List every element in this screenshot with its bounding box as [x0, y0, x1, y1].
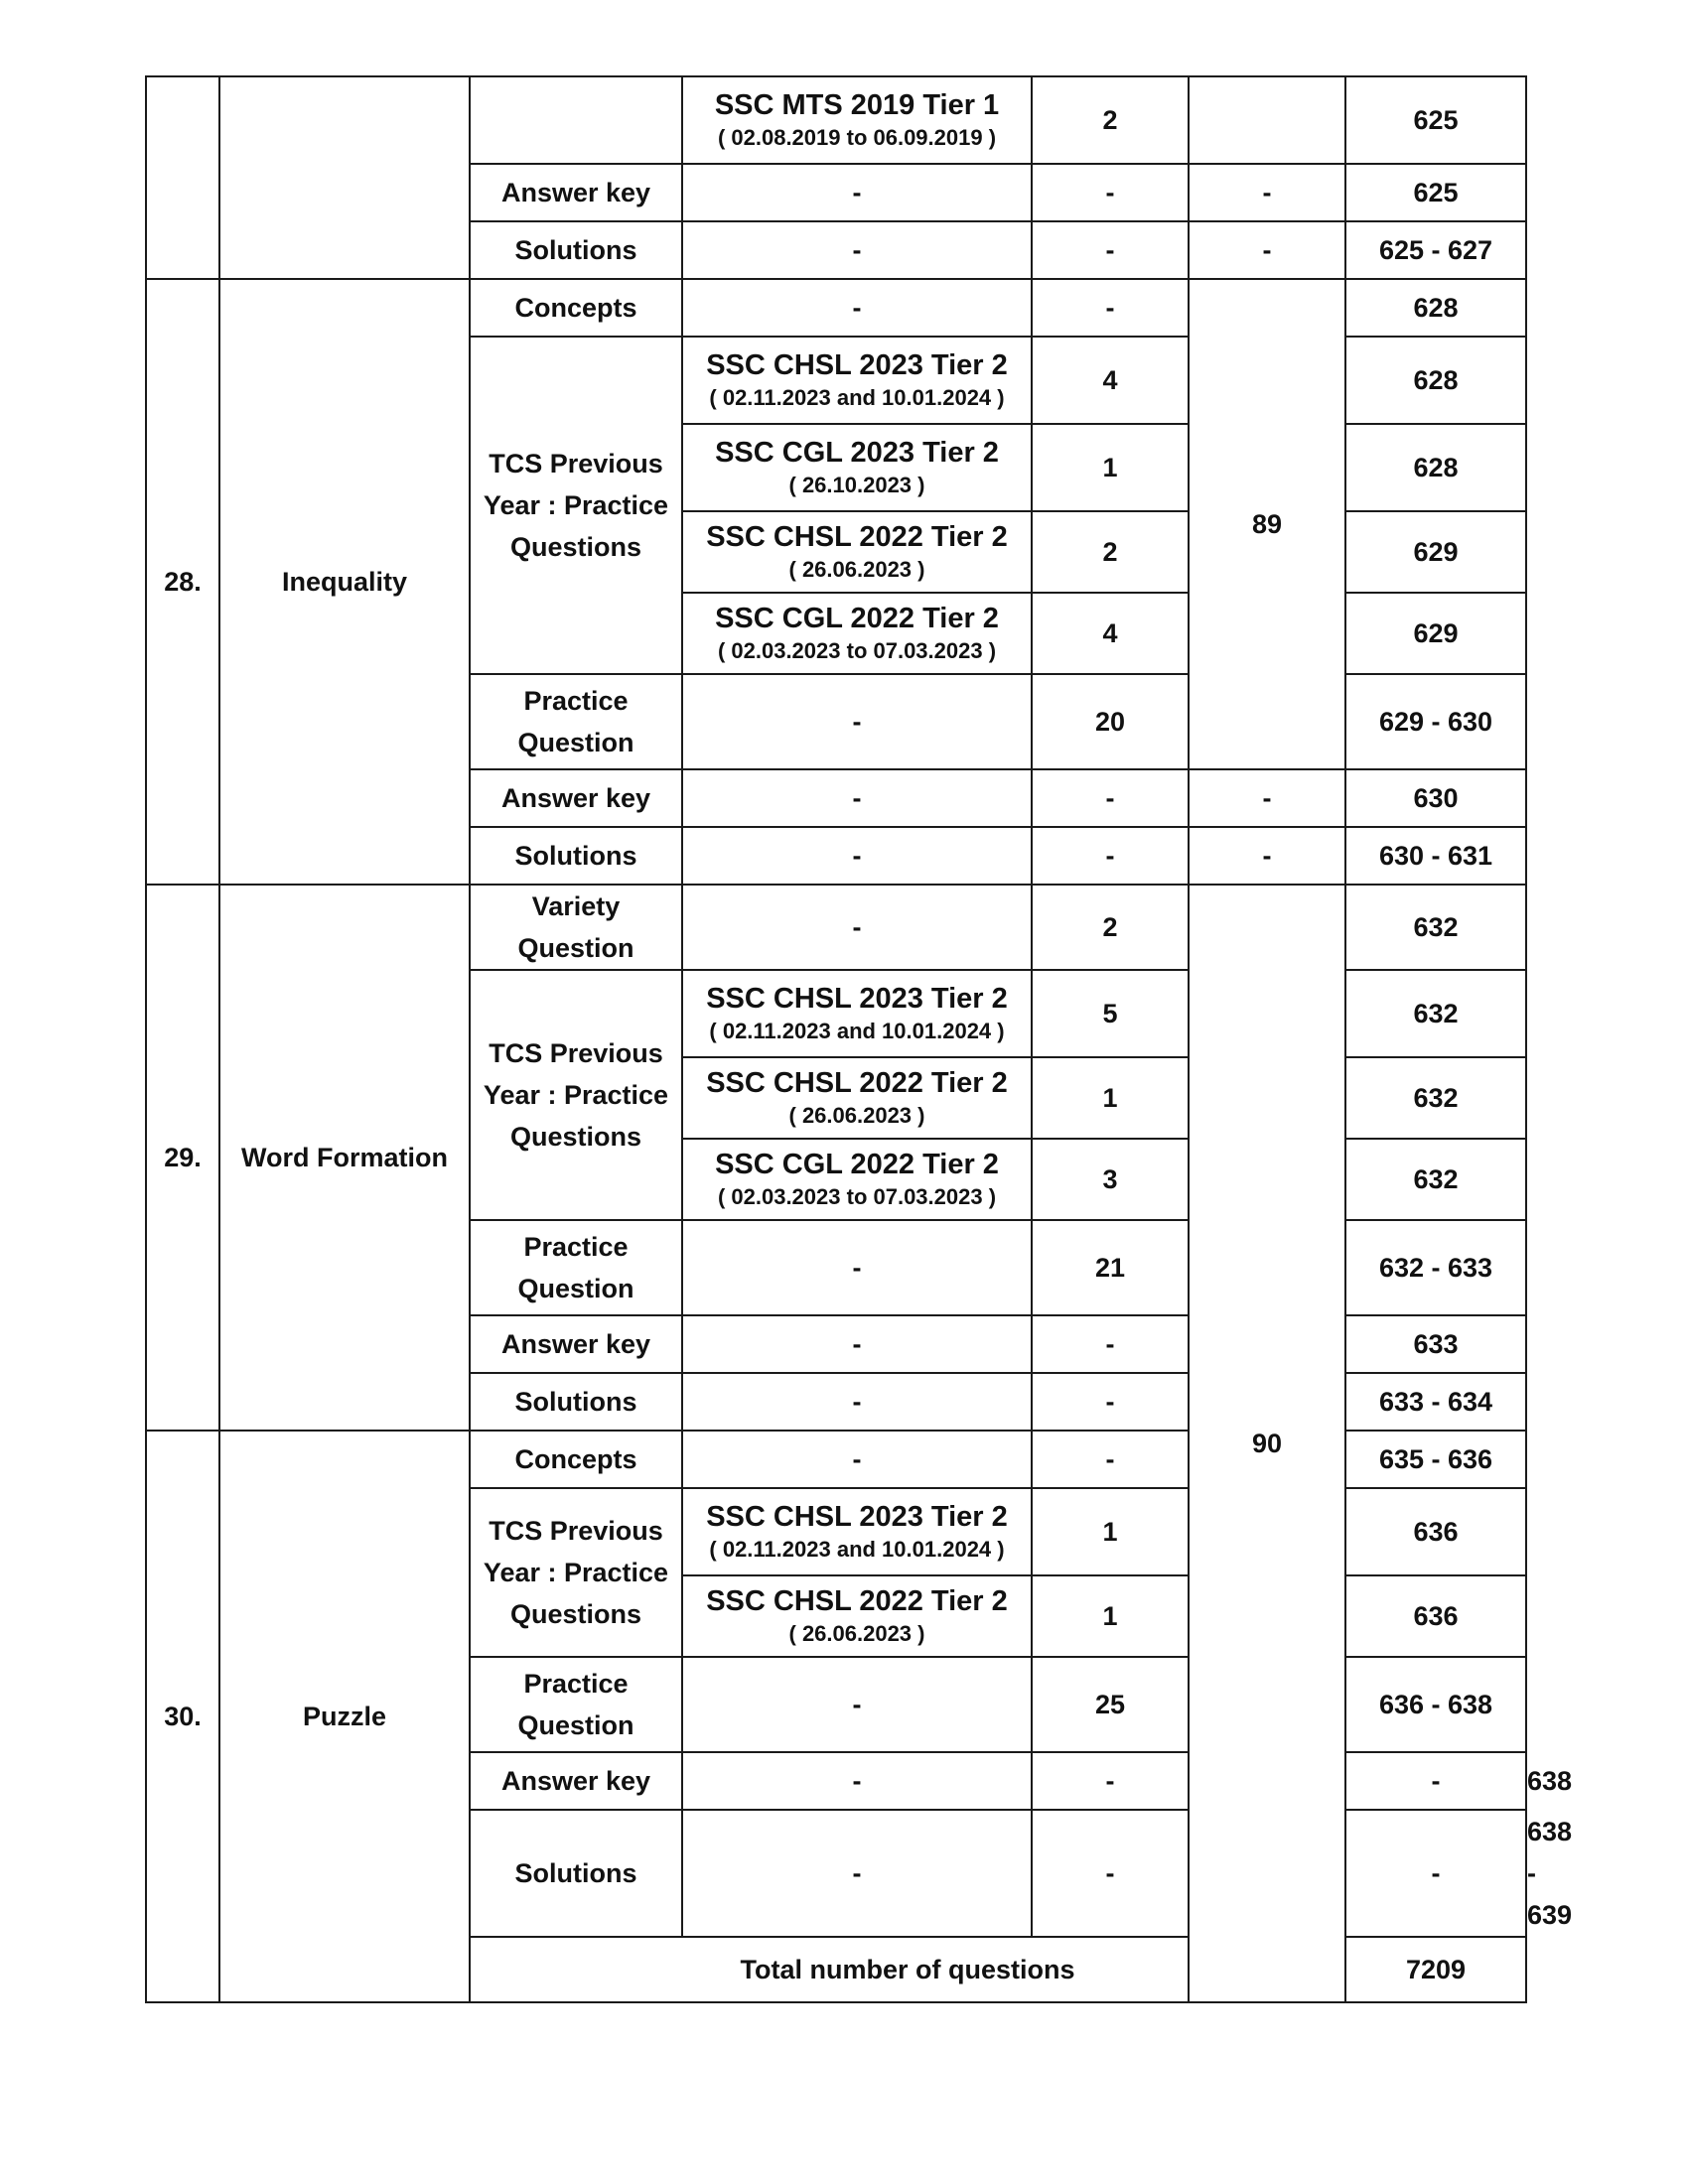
page-number: 625 — [1345, 76, 1526, 164]
page-number: 632 — [1345, 970, 1526, 1057]
question-count: 25 — [1032, 1657, 1189, 1752]
page-number: 628 — [1345, 279, 1526, 337]
chapter-number: 28. — [146, 279, 219, 885]
question-count: 4 — [1032, 337, 1189, 424]
section-label: TCS Previous Year : Practice Questions — [470, 1488, 682, 1657]
exam-cell — [682, 424, 1032, 511]
question-count: - — [1032, 1373, 1189, 1431]
question-count: 1 — [1032, 1488, 1189, 1575]
question-count: - — [1032, 279, 1189, 337]
exam-cell: - — [682, 164, 1032, 221]
exam-date: ( 26.06.2023 ) — [788, 557, 925, 582]
chapter-number: 30. — [146, 1431, 219, 2002]
exam-name: SSC CGL 2022 Tier 2 — [715, 603, 999, 634]
section-label: Practice Question — [470, 1220, 682, 1315]
section-label: Solutions — [470, 827, 682, 885]
total-label: Total number of questions — [470, 1937, 1345, 2002]
exam-date: ( 02.08.2019 to 06.09.2019 ) — [717, 125, 997, 150]
total-cell: - — [1189, 769, 1345, 827]
chapter-number: 29. — [146, 885, 219, 1431]
section-label: Solutions — [470, 1810, 682, 1937]
question-count: - — [1032, 769, 1189, 827]
exam-name: SSC CHSL 2022 Tier 2 — [706, 1067, 1008, 1099]
question-count: 1 — [1032, 1057, 1189, 1139]
exam-name: SSC CHSL 2023 Tier 2 — [706, 983, 1008, 1015]
section-label: Answer key — [470, 1752, 682, 1810]
question-count: 1 — [1032, 1575, 1189, 1657]
question-count: 4 — [1032, 593, 1189, 674]
section-label: Variety Question — [470, 885, 682, 970]
page-number: 630 - 631 — [1345, 827, 1526, 885]
total-cell: - — [1189, 221, 1345, 279]
chapter-title: Inequality — [219, 279, 470, 885]
table-row: Answer key - - - 638 — [146, 1752, 1526, 1810]
exam-name: SSC CHSL 2022 Tier 2 — [706, 1585, 1008, 1617]
exam-date: ( 02.03.2023 to 07.03.2023 ) — [717, 1184, 997, 1209]
exam-cell — [682, 593, 1032, 674]
total-cell: - — [1345, 1752, 1526, 1810]
question-count: - — [1032, 164, 1189, 221]
page-number: 625 — [1345, 164, 1526, 221]
exam-cell — [682, 1057, 1032, 1139]
exam-cell — [682, 511, 1032, 593]
chapter-title: Word Formation — [219, 885, 470, 1431]
exam-cell: - — [682, 1373, 1032, 1431]
exam-date: ( 26.06.2023 ) — [788, 1103, 925, 1128]
question-count: 5 — [1032, 970, 1189, 1057]
exam-date: ( 02.03.2023 to 07.03.2023 ) — [717, 638, 997, 663]
page-number: 632 — [1345, 1139, 1526, 1220]
page-number: 632 — [1345, 885, 1526, 970]
exam-name: SSC CGL 2022 Tier 2 — [715, 1149, 999, 1180]
section-cell — [470, 76, 682, 164]
page-number: 633 — [1345, 1315, 1526, 1373]
chapter-total: 89 — [1189, 279, 1345, 769]
question-count: - — [1032, 1315, 1189, 1373]
section-label: Answer key — [470, 1315, 682, 1373]
section-label: Solutions — [470, 221, 682, 279]
page-number: 636 — [1345, 1488, 1526, 1575]
table-row — [146, 279, 1526, 337]
question-count: 1 — [1032, 424, 1189, 511]
page-number: 632 - 633 — [1345, 1220, 1526, 1315]
exam-cell — [682, 970, 1032, 1057]
question-count: 2 — [1032, 76, 1189, 164]
exam-cell: - — [682, 221, 1032, 279]
question-count: - — [1032, 1810, 1189, 1937]
chapter-total: 90 — [1189, 885, 1345, 2002]
exam-name: SSC CHSL 2023 Tier 2 — [706, 349, 1008, 381]
question-count: - — [1032, 1431, 1189, 1488]
exam-cell: - — [682, 1657, 1032, 1752]
page-number: 629 - 630 — [1345, 674, 1526, 769]
page-number: 633 - 634 — [1345, 1373, 1526, 1431]
exam-cell: - — [682, 1431, 1032, 1488]
section-label: Practice Question — [470, 674, 682, 769]
total-value: 7209 — [1345, 1937, 1526, 2002]
exam-cell: - — [682, 769, 1032, 827]
page-number: 628 — [1345, 337, 1526, 424]
exam-date: ( 02.11.2023 and 10.01.2024 ) — [709, 1537, 1005, 1562]
section-label: Practice Question — [470, 1657, 682, 1752]
exam-cell: - — [682, 885, 1032, 970]
page-number: 629 — [1345, 511, 1526, 593]
exam-cell: - — [682, 674, 1032, 769]
exam-name: SSC CGL 2023 Tier 2 — [715, 437, 999, 469]
page-number: 636 — [1345, 1575, 1526, 1657]
exam-cell — [682, 1488, 1032, 1575]
table-row — [146, 76, 1526, 164]
section-label: TCS Previous Year : Practice Questions — [470, 337, 682, 674]
question-count: 20 — [1032, 674, 1189, 769]
section-label: Solutions — [470, 1373, 682, 1431]
page-number: 635 - 636 — [1345, 1431, 1526, 1488]
chapter-title-cell — [219, 76, 470, 279]
question-count: 21 — [1032, 1220, 1189, 1315]
exam-date: ( 02.11.2023 and 10.01.2024 ) — [709, 385, 1005, 410]
question-count: 2 — [1032, 511, 1189, 593]
table-row — [146, 885, 1526, 970]
exam-cell — [682, 1575, 1032, 1657]
section-label: Answer key — [470, 769, 682, 827]
question-count: - — [1032, 1752, 1189, 1810]
exam-cell: - — [682, 1752, 1032, 1810]
table-row: Solutions - - - 638 - 639 — [146, 1810, 1526, 1937]
question-count: 2 — [1032, 885, 1189, 970]
exam-cell: - — [682, 1810, 1032, 1937]
exam-cell: - — [682, 1220, 1032, 1315]
section-label: TCS Previous Year : Practice Questions — [470, 970, 682, 1220]
section-label: Concepts — [470, 279, 682, 337]
total-cell: - — [1189, 164, 1345, 221]
exam-cell — [682, 337, 1032, 424]
chapter-number-cell — [146, 76, 219, 279]
question-count: - — [1032, 827, 1189, 885]
total-cell — [1189, 76, 1345, 164]
total-cell: - — [1345, 1810, 1526, 1937]
exam-name: SSC CHSL 2023 Tier 2 — [706, 1501, 1008, 1533]
question-count: 3 — [1032, 1139, 1189, 1220]
page-number: 632 — [1345, 1057, 1526, 1139]
exam-date: ( 26.10.2023 ) — [788, 473, 925, 497]
page-number: 629 — [1345, 593, 1526, 674]
section-label: Concepts — [470, 1431, 682, 1488]
exam-cell: - — [682, 827, 1032, 885]
total-cell: - — [1189, 827, 1345, 885]
exam-name: SSC MTS 2019 Tier 1 — [714, 89, 1000, 121]
exam-cell: - — [682, 1315, 1032, 1373]
exam-cell — [682, 1139, 1032, 1220]
exam-cell — [682, 76, 1032, 164]
page-number: 636 - 638 — [1345, 1657, 1526, 1752]
exam-date: ( 26.06.2023 ) — [788, 1621, 925, 1646]
index-table — [145, 75, 1573, 2003]
page-number: 625 - 627 — [1345, 221, 1526, 279]
page-number: 628 — [1345, 424, 1526, 511]
exam-name: SSC CHSL 2022 Tier 2 — [706, 521, 1008, 553]
exam-cell: - — [682, 279, 1032, 337]
page-number: 630 — [1345, 769, 1526, 827]
chapter-title: Puzzle — [219, 1431, 470, 2002]
exam-date: ( 02.11.2023 and 10.01.2024 ) — [709, 1019, 1005, 1043]
question-count: - — [1032, 221, 1189, 279]
section-label: Answer key — [470, 164, 682, 221]
